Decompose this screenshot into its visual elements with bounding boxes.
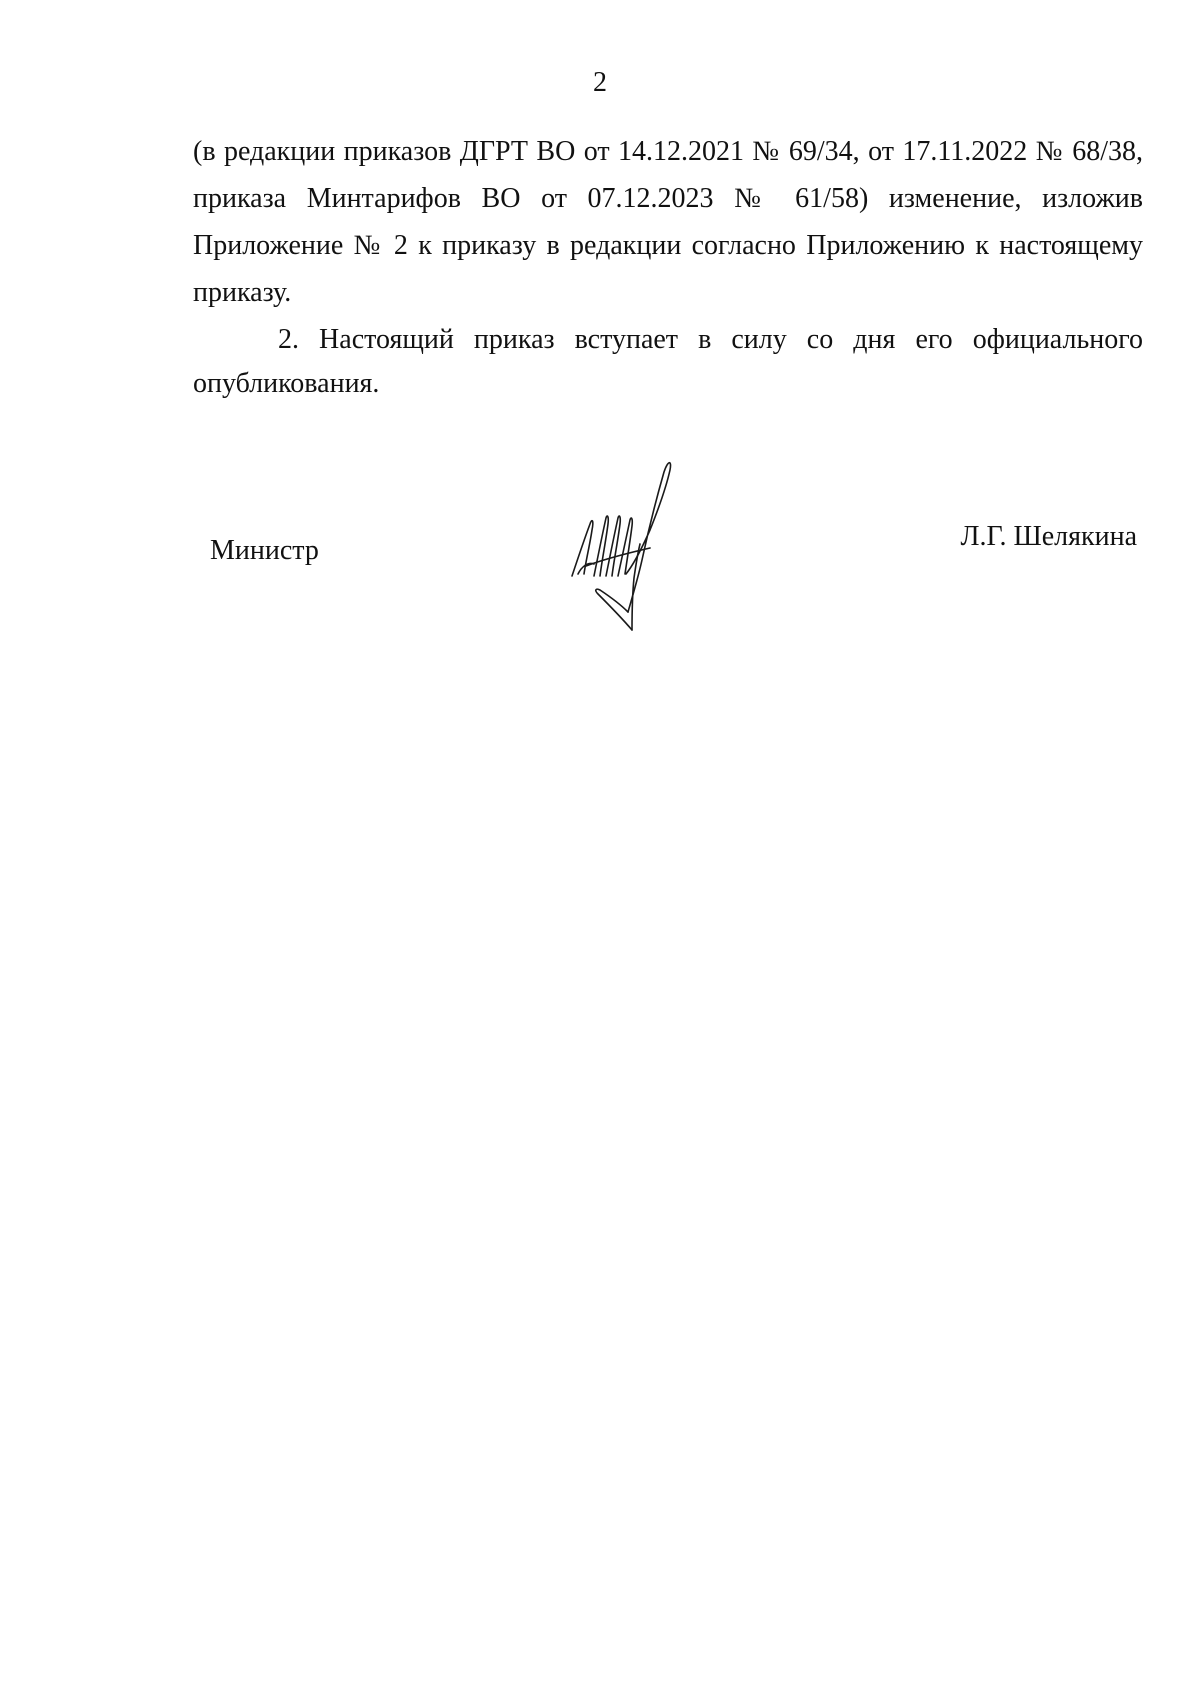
- paragraph-effective-date: [193, 318, 1143, 406]
- document-body: [193, 130, 1143, 406]
- text-line: (в редакции приказов ДГРТ ВО от 14.12.2021 № 69/34, от 17.11.2022 № 68/38,: [193, 136, 1143, 167]
- handwritten-signature-icon: [560, 448, 710, 648]
- text-line: приказу.: [193, 277, 292, 308]
- text-line: 2. Настоящий приказ вступает в силу со дня его официального: [278, 324, 1143, 355]
- page-number: 2: [593, 67, 607, 98]
- signature-block: [0, 520, 1200, 670]
- text-line: Приложение № 2 к приказу в редакции согласно Приложению к настоящему: [193, 230, 1143, 261]
- text-line: приказа Минтарифов ВО от 07.12.2023 № 61/58) изменение, изложив: [193, 183, 1143, 214]
- signatory-name: Л.Г. Шелякина: [960, 521, 1137, 552]
- paragraph-amendment: [193, 130, 1143, 315]
- signatory-title: Министр: [210, 535, 319, 566]
- text-line: опубликования.: [193, 368, 380, 399]
